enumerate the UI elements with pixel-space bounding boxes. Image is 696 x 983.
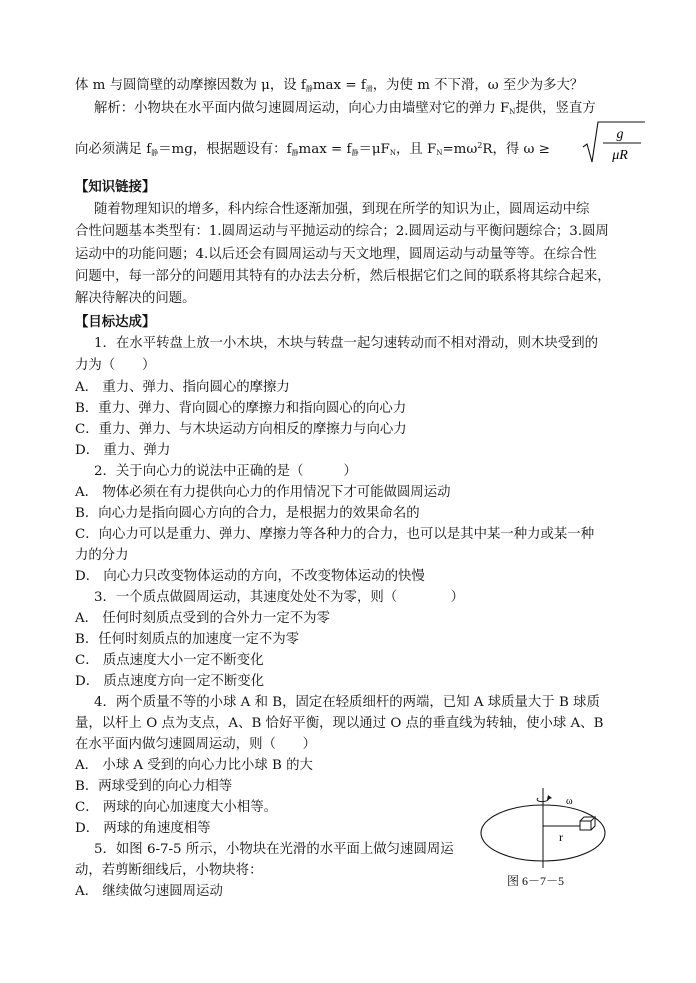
figure-caption: 图 6－7－5 [507, 874, 565, 888]
question-2-option-d: D． 向心力只改变物体运动的方向，不改变物体运动的快慢 [75, 569, 425, 584]
arrow-head-icon [547, 795, 552, 800]
subscript: N [436, 149, 443, 157]
text: max = f [312, 78, 366, 93]
question-5-stem: 动，若剪断细线后，小物块将： [75, 863, 263, 878]
question-1-stem: 1．在水平转盘上放一小木块，木块与转盘一起匀速转动而不相对滑动，则木块受到的 [94, 336, 598, 351]
superscript: 2 [477, 141, 483, 150]
solution-line-1 [94, 98, 596, 120]
knowledge-line: 运动中的功能问题；4.以后还会有圆周运动与天文地理，圆周运动与动量等等。在综合性 [75, 247, 597, 262]
question-4-option-a: A． 小球 A 受到的向心力比小球 B 的大 [75, 758, 313, 773]
question-4-option-b: B．两球受到的向心力相等 [75, 779, 233, 794]
question-4-stem: 在水平面内做匀速圆周运动，则（ ） [75, 737, 317, 752]
knowledge-line: 解决待解决的问题。 [75, 291, 196, 306]
question-1-option-b: B．重力、弹力、背向圆心的摩擦力和指向圆心的向心力 [75, 401, 407, 416]
section-heading-target: 【目标达成】 [75, 314, 156, 330]
text: 向必须满足 f [75, 142, 152, 157]
knowledge-line: 随着物理知识的增多，科内综合性逐渐加强，到现在所学的知识为止，圆周运动中综 [94, 202, 590, 217]
question-2-option-c-cont: 力的分力 [75, 548, 129, 563]
question-2-stem: 2．关于向心力的说法中正确的是（ ） [94, 464, 357, 479]
knowledge-line: 问题中，每一部分的问题用其特有的办法去分析，然后根据它们之间的联系将其综合起来， [75, 269, 611, 284]
section-heading-knowledge: 【知识链接】 [75, 179, 156, 195]
block-top [580, 817, 595, 821]
question-3-option-c: C． 质点速度大小一定不断变化 [75, 653, 264, 668]
text: R，得 ω ≥ [482, 142, 550, 157]
block-object [580, 821, 591, 830]
question-1-option-c: C．重力、弹力、与木块运动方向相反的摩擦力与向心力 [75, 422, 407, 437]
solution-line-2 [75, 135, 550, 157]
question-5-option-a: A． 继续做匀速圆周运动 [75, 884, 223, 899]
text: max = f [298, 142, 352, 157]
text: =mω [442, 142, 478, 157]
text: ＝μF [358, 142, 390, 157]
question-3-option-a: A． 任何时刻质点受到的合外力一定不为零 [75, 611, 330, 626]
radius-label: r [559, 830, 563, 844]
subscript: 静 [351, 149, 359, 157]
question-3-stem: 3．一个质点做圆周运动，其速度处处不为零，则（ ） [94, 590, 465, 605]
question-2-option-c: C．向心力可以是重力、弹力、摩擦力等各种力的合力，也可以是其中某一种力或某一种 [75, 527, 595, 542]
omega-label: ω [566, 796, 573, 807]
problem-line-1 [75, 75, 583, 97]
question-3-option-b: B．任何时刻质点的加速度一定不为零 [75, 632, 300, 647]
subscript: 静 [291, 149, 299, 157]
question-2-option-a: A． 物体必须在有力提供向心力的作用情况下才可能做圆周运动 [75, 485, 451, 500]
subscript: 滑 [365, 85, 373, 93]
question-4-option-c: C． 两球的向心加速度大小相等。 [75, 800, 277, 815]
subscript: 静 [305, 85, 313, 93]
question-4-stem: 量，以杆上 O 点为支点，A、B 恰好平衡，现以通过 O 点的垂直线为转轴，使小球 A、B [75, 716, 604, 731]
subscript: 静 [151, 149, 159, 157]
subscript: N [389, 149, 396, 157]
question-4-stem: 4．两个质量不等的小球 A 和 B，固定在轻质细杆的两端，已知 A 球质量大于 B 球质 [94, 695, 600, 710]
question-1-option-d: D． 重力、弹力 [75, 443, 171, 458]
figure-circular-motion [478, 786, 618, 876]
text: ，为使 m 不下滑，ω 至少为多大？ [372, 78, 584, 93]
fraction-numerator: g [616, 127, 624, 142]
text: ，且 F [395, 142, 437, 157]
fraction-denominator: μR [612, 148, 628, 163]
knowledge-line: 合性问题基本类型有：1.圆周运动与平抛运动的综合；2.圆周运动与平衡问题综合；3.圆周 [75, 224, 609, 239]
question-5-stem: 5．如图 6-7-5 所示，小物块在光滑的水平面上做匀速圆周运 [94, 842, 454, 857]
question-3-option-d: D． 质点速度方向一定不断变化 [75, 674, 265, 689]
text: ＝mg，根据题设有：f [158, 142, 292, 157]
text: 解析：小物块在水平面内做匀速圆周运动，向心力由墙壁对它的弹力 F [94, 101, 510, 116]
question-1-option-a: A． 重力、弹力、指向圆心的摩擦力 [75, 380, 290, 395]
question-1-stem: 力为（ ） [75, 358, 156, 373]
question-4-option-d: D． 两球的角速度相等 [75, 821, 211, 836]
question-2-option-b: B．向心力是指向圆心方向的合力，是根据力的效果命名的 [75, 506, 420, 521]
subscript: N [509, 108, 516, 116]
text: 提供，竖直方 [515, 101, 596, 116]
sqrt-formula [582, 120, 646, 166]
text: 体 m 与圆筒壁的动摩擦因数为 μ，设 f [75, 78, 306, 93]
